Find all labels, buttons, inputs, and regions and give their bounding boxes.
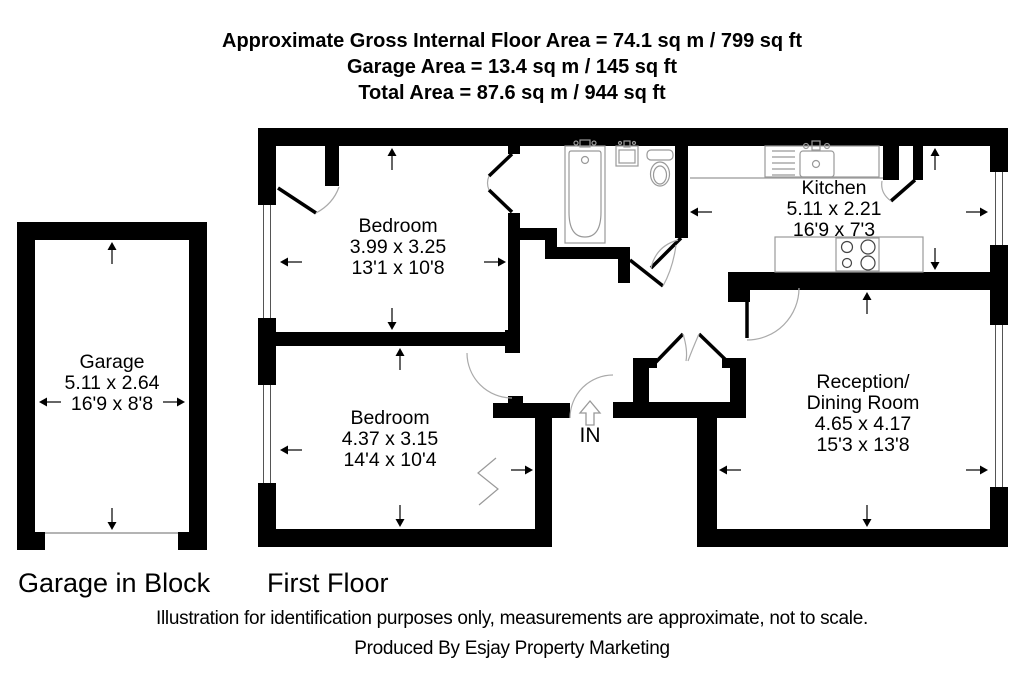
wall-segment [545,228,557,259]
closet-door-leaf [699,334,729,363]
bath-icon [565,140,605,243]
garage-block-title: Garage in Block [18,568,211,598]
wall-segment [258,529,552,547]
wall-segment [535,403,552,529]
wall-segment [990,487,1008,547]
wall-segment [883,146,899,180]
measure-arrow-left [719,466,741,475]
measure-arrow-left [39,398,61,407]
door-leaf [278,188,316,213]
door-arc [488,176,490,190]
wall-segment [508,396,523,405]
wall-segment [189,222,207,550]
wardrobe-zigzag [478,458,498,505]
wall-segment [258,318,276,385]
wall-segment [508,146,520,154]
wall-segment [697,529,1008,547]
wall-segment [743,272,990,290]
wall-segment [697,418,717,529]
reception-window [990,325,1008,487]
door-leaf [651,238,681,268]
room-name: Garage [79,351,145,373]
entrance-in-label: IN [579,424,601,447]
measure-arrow-right [484,258,506,267]
reception-label [807,372,920,456]
room-dim-imperial: 15'3 x 13'8 [816,434,910,456]
bedroom1-window [258,205,276,318]
door-leaf [489,190,512,212]
room-dim-imperial: 14'4 x 10'4 [343,449,437,471]
closet-door-arc [688,334,699,361]
measure-arrow-right [511,466,533,475]
door-leaf [630,260,663,286]
wall-segment [990,128,1008,172]
door-leaf [891,180,915,201]
producer-credit-text: Produced By Esjay Property Marketing [354,638,670,659]
hob-icon [775,237,923,272]
header-total-floor-area: Approximate Gross Internal Floor Area = 74.1 sq m / 799 sq ft [222,30,802,52]
garage-room-label [64,352,159,415]
door-leaf [489,154,512,176]
wall-segment [675,146,688,238]
room-name: Dining Room [806,392,920,414]
bedroom2-label [342,408,439,471]
kitchen-window [990,172,1008,245]
room-name: Kitchen [801,177,867,199]
room-name: Bedroom [358,215,438,237]
measure-arrow-up [388,148,397,170]
kitchen-label [786,178,881,241]
measure-arrow-right [163,398,185,407]
room-dim-metric: 4.65 x 4.17 [814,413,912,435]
first-floor-title: First Floor [267,568,389,598]
room-dim-imperial: 13'1 x 10'8 [351,257,445,279]
disclaimer-text: Illustration for identification purposes only, measurements are approximate, not to scale. [156,608,868,629]
measure-arrow-right [966,208,988,217]
bedroom1-label [350,216,447,279]
room-dim-imperial: 16'9 x 7'3 [792,219,876,241]
header-area [0,28,1024,106]
measure-arrow-up [396,348,405,370]
wall-segment [276,332,508,346]
measure-arrow-down [388,308,397,330]
room-dim-metric: 5.11 x 2.64 [64,372,160,394]
wall-segment [325,146,339,186]
door-arc [882,181,891,201]
measure-arrow-left [690,208,712,217]
room-dim-metric: 5.11 x 2.21 [786,198,882,220]
closet-door-arc [683,334,687,361]
room-dim-metric: 3.99 x 3.25 [349,236,447,258]
header-combined-area: Total Area = 87.6 sq m / 944 sq ft [358,82,666,104]
bedroom2-window [258,385,276,483]
header-garage-area: Garage Area = 13.4 sq m / 145 sq ft [347,56,677,78]
room-dim-imperial: 16'9 x 8'8 [70,393,154,415]
wall-segment [730,358,746,418]
wall-segment [613,402,743,418]
measure-arrow-left [280,446,302,455]
measure-arrow-down [931,248,940,270]
wall-segment [990,245,1008,325]
toilet-icon [647,150,673,186]
wall-segment [178,532,207,550]
wall-segment [913,146,923,180]
measure-arrow-left [280,258,302,267]
measure-arrow-down [863,505,872,527]
measure-arrow-up [863,292,872,314]
room-name: Bedroom [350,407,430,429]
door-arc [316,187,339,213]
entrance-in-arrow-icon [580,401,600,425]
room-name: Reception/ [816,371,910,393]
measure-arrow-up [931,148,940,170]
closet-door-leaf [655,334,683,363]
wall-segment [17,222,35,550]
interior-walls [276,146,990,529]
wall-segment [258,128,276,205]
measure-arrow-up [108,242,117,264]
wall-segment [633,358,649,418]
door-arc [747,288,799,340]
door-arc [467,353,512,398]
measure-arrow-down [396,505,405,527]
wall-segment [493,403,570,418]
wall-segment [618,247,630,283]
measure-arrow-down [108,508,117,530]
room-dim-metric: 4.37 x 3.15 [341,428,439,450]
measure-arrow-right [966,466,988,475]
wall-segment [17,532,45,550]
wall-segment [17,222,207,240]
